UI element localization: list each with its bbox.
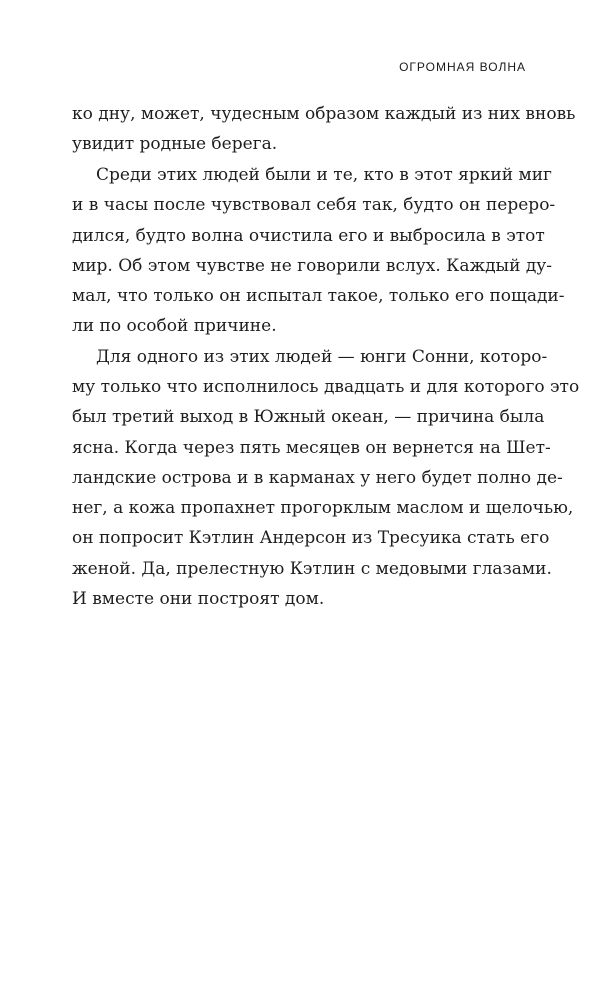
text-line: И вместе они построят дом. <box>72 589 325 609</box>
text-line: ко дну, может, чудесным образом каждый из них вновь <box>72 104 576 124</box>
text-line: он попросит Кэтлин Андерсон из Тресуика стать его <box>72 528 550 548</box>
text-line: дился, будто волна очистила его и выбросила в этот <box>72 226 545 246</box>
text-line: мир. Об этом чувстве не говорили вслух. Каждый ду- <box>72 256 553 276</box>
text-line: увидит родные берега. <box>72 134 278 154</box>
running-head: ОГРОМНАЯ ВОЛНА <box>399 60 526 74</box>
text-line: Для одного из этих людей — юнги Сонни, которо- <box>96 347 548 367</box>
text-line: ясна. Когда через пять месяцев он вернется на Шет- <box>72 438 551 458</box>
text-line: был третий выход в Южный океан, — причина была <box>72 407 545 427</box>
text-line: мал, что только он испытал такое, только его пощади- <box>72 286 565 306</box>
text-line: Среди этих людей были и те, кто в этот яркий миг <box>96 165 552 185</box>
text-line: и в часы после чувствовал себя так, будто он переро- <box>72 195 556 215</box>
text-line: му только что исполнилось двадцать и для которого это <box>72 377 580 397</box>
text-line: женой. Да, прелестную Кэтлин с медовыми глазами. <box>72 559 552 579</box>
text-line: ландские острова и в карманах у него будет полно де- <box>72 468 563 488</box>
text-line: нег, а кожа пропахнет прогорклым маслом и щелочью, <box>72 498 574 518</box>
text-line: ли по особой причине. <box>72 316 277 336</box>
